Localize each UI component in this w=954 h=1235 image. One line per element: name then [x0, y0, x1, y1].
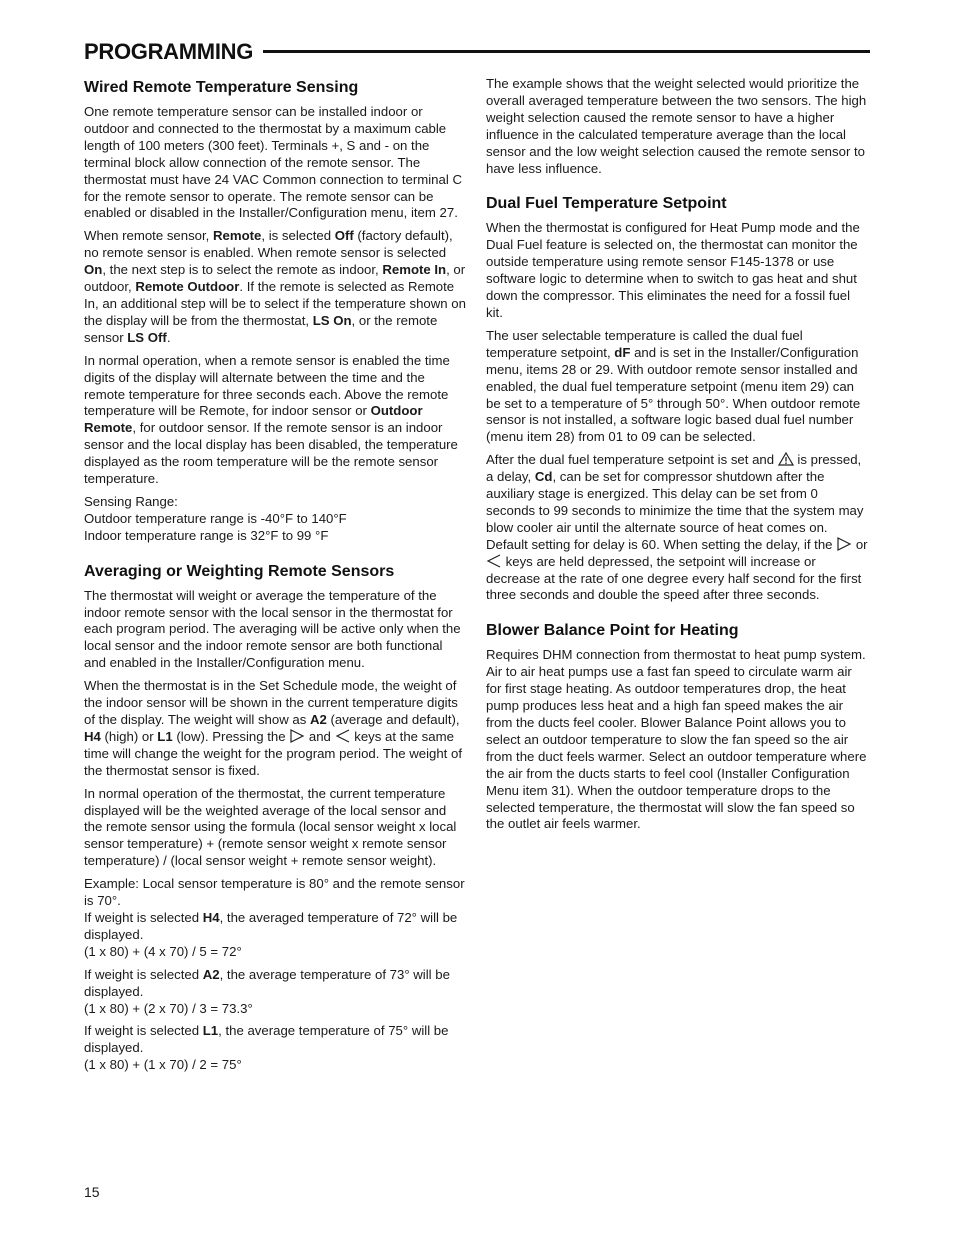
- section-dual-fuel: [486, 194, 870, 604]
- section-averaging: [84, 562, 468, 1074]
- section-heading: Wired Remote Temperature Sensing: [84, 79, 359, 96]
- paragraph: When the thermostat is in the Set Schedule mode, the weight of the indoor sensor will be shown in the current temperature digits of the display. The weight will show as A2 (average and default), H4 (high) or L1 (low). Pressing the and keys at the same time will change the weight for the program period. The weight of the thermostat sensor is fixed.: [84, 678, 463, 778]
- paragraph: The user selectable temperature is called the dual fuel temperature setpoint, dF and is set in the Installer/Configuration menu, items 28 or 29. With outdoor remote sensor installed and enabled, the dual fuel temperature setpoint (menu item 29) can be set to a temperature of 5° through 50°. When outdoor remote sensor is not installed, a software logic based dual fuel number (menu item 28) from 01 to 09 can be selected.: [486, 327, 861, 445]
- left-arrow-key-icon: [486, 554, 502, 568]
- example: If weight is selected A2, the average temperature of 73° will be displayed. (1 x 80) + (2 x 70) / 3 = 73.3°: [84, 966, 450, 1016]
- right-column: [486, 76, 870, 839]
- page-number: 15: [84, 1184, 100, 1200]
- paragraph: After the dual fuel temperature setpoint is set and is pressed, a delay, Cd, can be set for compressor shutdown after the auxiliary stage is energized. This delay can be set from 0 seconds to 99 seconds to minimize the time that the system may blow cooler air until the alternate source of heat comes on. Default setting for delay is 60. When setting the delay, if the or keys are held depressed, the setpoint will increase or decrease at the rate of one degree every half second for the first three seconds and double the speed after three seconds.: [486, 452, 868, 603]
- right-arrow-key-icon: [289, 729, 305, 743]
- section-heading: Dual Fuel Temperature Setpoint: [486, 195, 727, 213]
- right-arrow-key-icon: [836, 537, 852, 551]
- paragraph: When remote sensor, Remote, is selected Off (factory default), no remote sensor is enabled. When remote sensor is selected On, the next step is to select the remote as indoor, Remote In, or outdoor, Remote Outdoor. If the remote is selected as Remote In, an additional step will be to select if the temperature shown on the display will be from the thermostat, LS On, or the remote sensor LS Off.: [84, 228, 466, 345]
- page-header: [84, 38, 870, 68]
- section-heading: Averaging or Weighting Remote Sensors: [84, 562, 395, 580]
- paragraph: One remote temperature sensor can be installed indoor or outdoor and connected to the thermostat by a maximum cable length of 100 meters (300 feet). Terminals +, S and - on the terminal block allow connection of the remote sensor. The thermostat must have 24 VAC Common connection to terminal C for the remote sensor to operate. The remote sensor can be enabled or disabled in the Installer/Configuration menu, item 27.: [84, 104, 462, 221]
- paragraph: In normal operation of the thermostat, the current temperature displayed will be the weighted average of the local sensor and the remote sensor using the formula (local sensor weight x local sensor temperature) + (remote sensor weight x remote sensor temperature) / (local sensor weight + remote sensor weight).: [84, 785, 457, 869]
- paragraph: In normal operation, when a remote sensor is enabled the time digits of the display will alternate between the time and the remote temperature for three seconds each. Above the remote temperature will be Remote, for indoor sensor or Outdoor Remote, for outdoor sensor. If the remote sensor is an indoor sensor and the local display has been disabled, the temperature displayed as the room temperature will be the remote sensor temperature.: [84, 352, 458, 487]
- left-arrow-key-icon: [335, 729, 351, 743]
- section-blower-balance: [486, 621, 870, 833]
- paragraph: The example shows that the weight selected would prioritize the overall averaged temperature between the two sensors. The high weight selection caused the remote sensor to have a higher influence in the calculated temperature average than the local sensor and the low weight selection caused the remote sensor to have less influence.: [486, 76, 867, 176]
- warning-key-icon: [778, 452, 794, 466]
- example: Example: Local sensor temperature is 80° and the remote sensor is 70°. If weight is selected H4, the averaged temperature of 72° will be displayed. (1 x 80) + (4 x 70) / 5 = 72°: [84, 876, 465, 959]
- paragraph: When the thermostat is configured for Heat Pump mode and the Dual Fuel feature is selected on, the thermostat can monitor the outside temperature using remote sensor F145-1378 or use software logic to determine when to switch to gas heat and shut down the compressor. This eliminates the need for a fossil fuel kit.: [486, 220, 860, 320]
- section-heading: Blower Balance Point for Heating: [486, 622, 739, 640]
- page-title: PROGRAMMING: [84, 38, 263, 66]
- example: If weight is selected L1, the average temperature of 75° will be displayed. (1 x 80) + (1 x 70) / 2 = 75°: [84, 1023, 449, 1073]
- section-wired-remote: [84, 78, 468, 545]
- sensing-range: Sensing Range: Outdoor temperature range is -40°F to 140°F Indoor temperature range is 32°F to 99 °F: [84, 493, 347, 543]
- paragraph: The thermostat will weight or average the temperature of the indoor remote sensor with the local sensor in the thermostat for each program period. The averaging will be active only when the local sensor and the indoor remote sensor are both functional and enabled in the Installer/Configuration menu.: [84, 587, 461, 671]
- left-column: [84, 76, 468, 1080]
- paragraph: Requires DHM connection from thermostat to heat pump system. Air to air heat pumps use a fast fan speed to circulate warm air for first stage heating. As outdoor temperatures drop, the heat pump produces less heat and a high fan speed makes the air from the ducts feel cooler. Blower Balance Point allows you to select an outdoor temperature to slow the fan speed so the air from the duct feels warmer. Select an outdoor temperature where the air from the ducts starts to feel cool (Installer Configuration Menu item 31). When the outdoor temperature drops to the selected temperature, the thermostat will slow the fan speed so the outlet air feels warmer.: [486, 647, 867, 832]
